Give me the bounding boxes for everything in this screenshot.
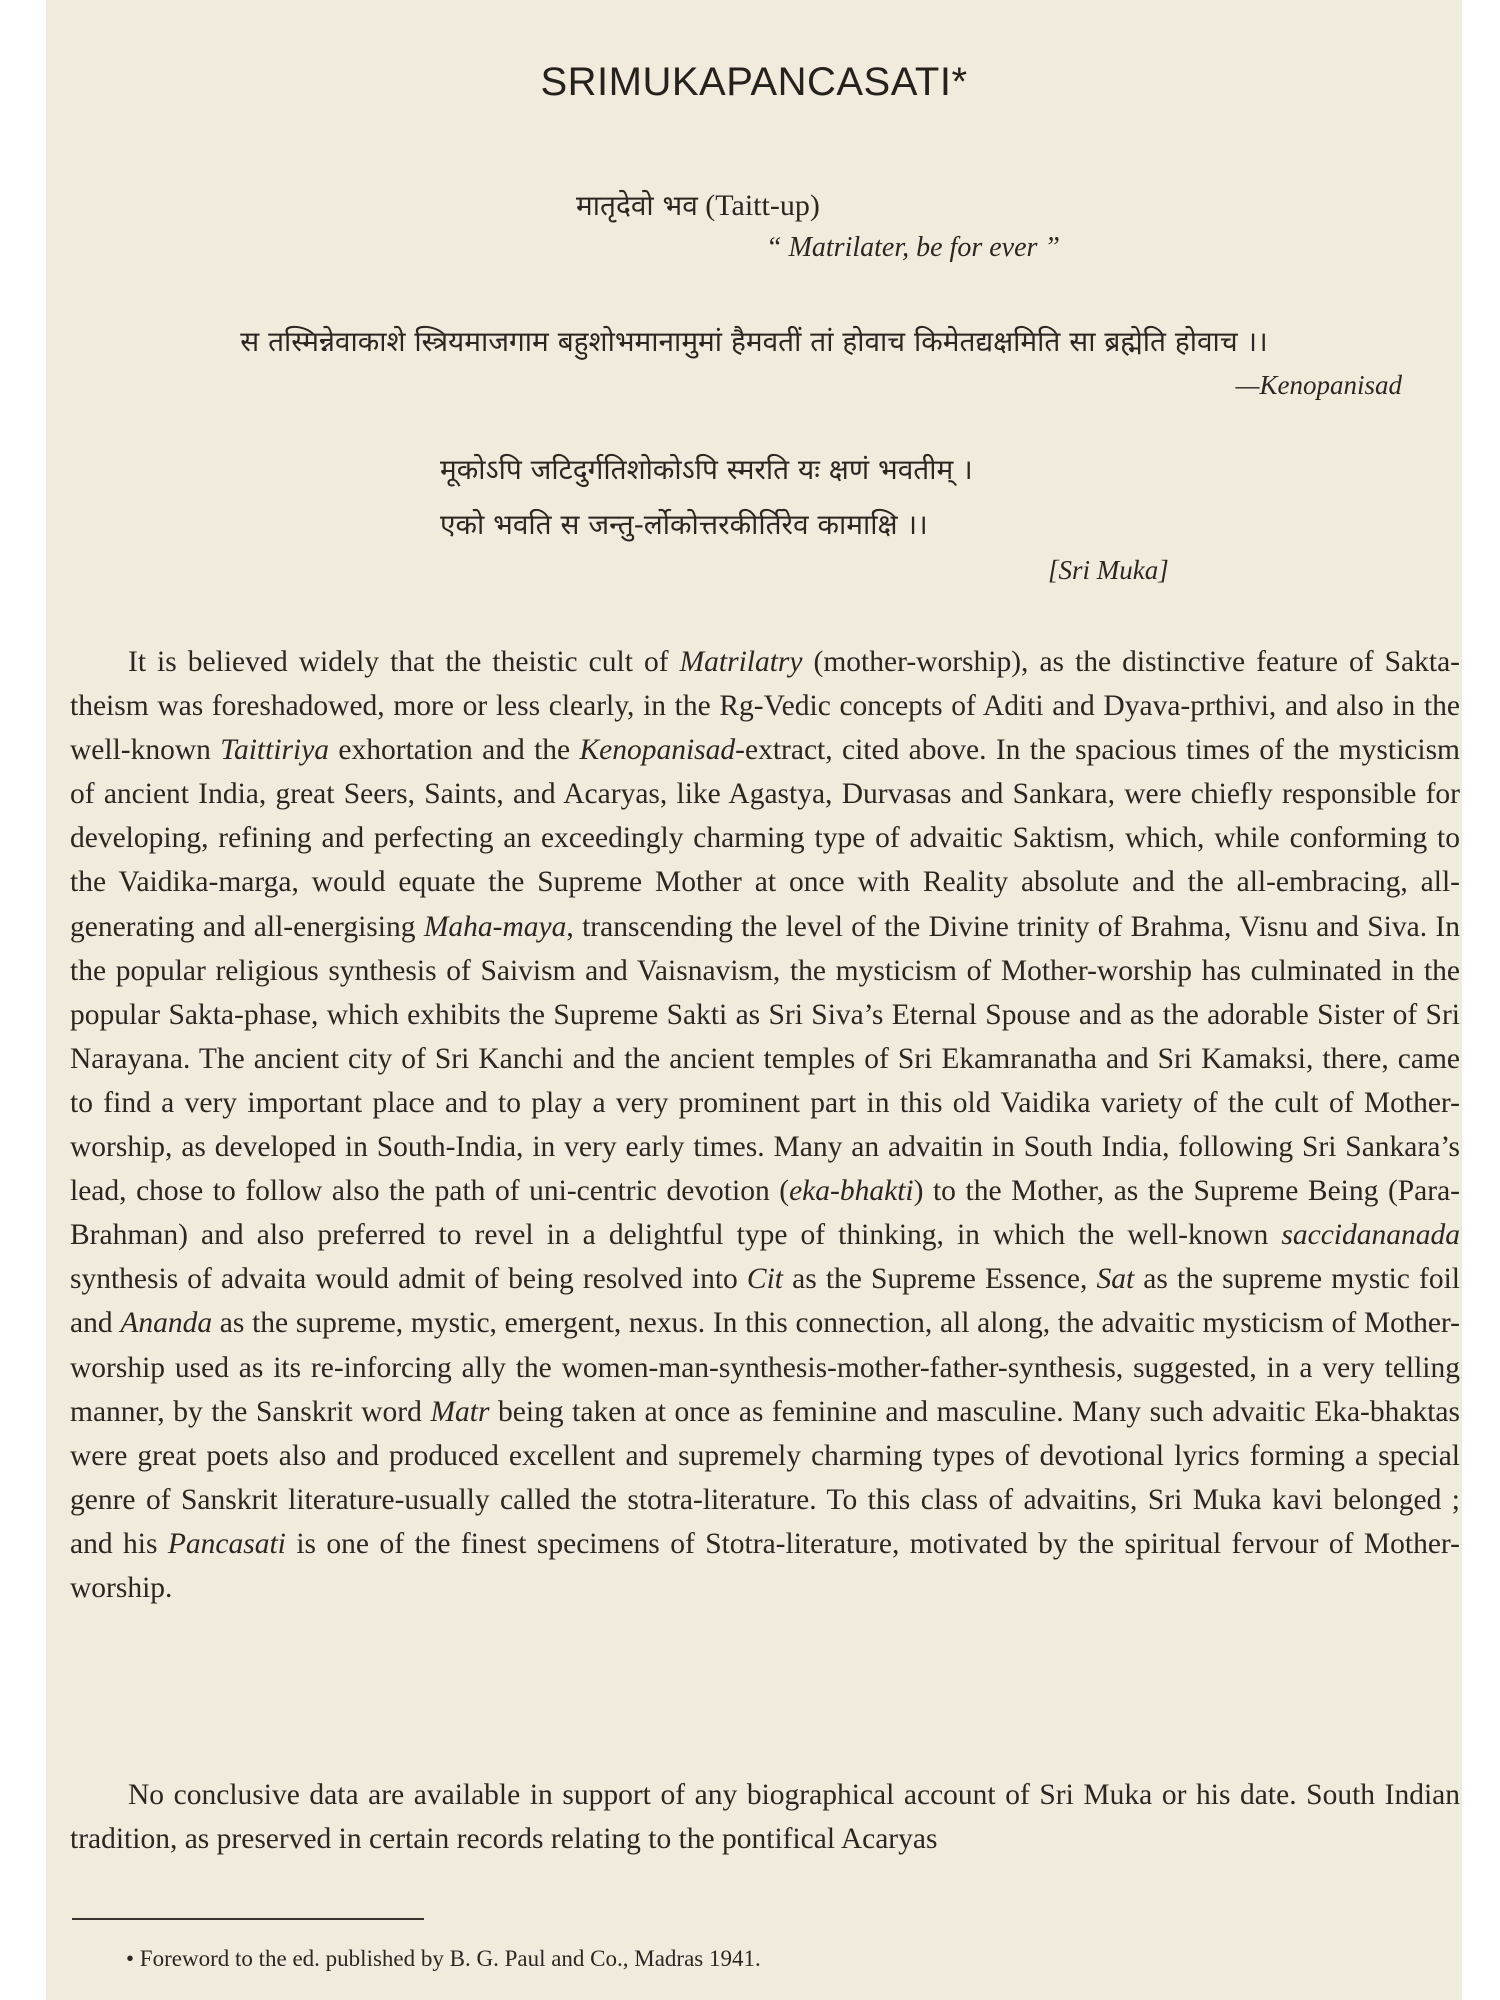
- p1-text: is one of the finest specimens of Stotra-literature, motivated by the spiritual fervour of Mother-worship.: [70, 1527, 1460, 1604]
- p1-text: (mother-worship), as the distinctive feature of Sakta-theism was foreshadowed, more or less clearly, in the Rg-Vedic concepts of Aditi and Dyava-prthivi, and also in the well-known: [70, 646, 1460, 767]
- p1-italic: Maha-maya: [423, 910, 567, 943]
- p1-text: exhortation and the: [329, 734, 580, 767]
- p1-text: -extract, cited above. In the spacious times of the mysticism of ancient India, great Seers, Saints, and Acaryas, like Agastya, Durvasas and Sankara, were chiefly responsible for developing, refining and perfecting an exceedingly charming type of advaitic Saktism, which, while conforming to the Vaidika-marga, would equate the Supreme Mother at once with Reality absolute and the all-embracing, all-generating and all-energising: [70, 734, 1460, 943]
- p1-italic: Kenopanisad: [579, 734, 736, 767]
- paragraph-2: No conclusive data are available in support of any biographical account of Sri Muka or his date. South Indian tradition, as preserved in certain records relating to the pontifical Acaryas: [70, 1779, 1460, 1856]
- p1-italic: Pancasati: [167, 1527, 286, 1560]
- p1-italic: Taittiriya: [220, 734, 330, 767]
- taittiriya-motto: [576, 186, 820, 224]
- p1-italic: Matr: [430, 1395, 490, 1428]
- p1-text: as the supreme mystic foil and: [70, 1263, 1460, 1340]
- p1-text: , transcending the level of the Divine trinity of Brahma, Visnu and Siva. In the popular religious synthesis of Saivism and Vaisnavism, the mysticism of Mother-worship has culminated in the popular Sakta-phase, which exhibits the Supreme Sakti as Sri Siva’s Eternal Spouse and as the adorable Sister of Sri Narayana. The ancient city of Sri Kanchi and the ancient temples of Sri Ekamranatha and Sri Kamaksi, there, came to find a very important place and to play a very prominent part in this old Vaidika variety of the cult of Mother-worship, as developed in South-India, in very early times. Many an advaitin in South India, following Sri Sankara’s lead, chose to follow also the path of uni-centric devotion (: [70, 910, 1460, 1208]
- p1-italic: Ananda: [120, 1307, 213, 1340]
- kena-verse: स तस्मिन्नेवाकाशे स्त्रियमाजगाम बहुशोभमानामुमां हैमवतीं तां होवाच किमेतद्यक्षमिति सा ब्रह्मेति होवाच ।।: [240, 325, 1268, 358]
- motto-sanskrit: मातृदेवो भव: [576, 189, 698, 222]
- footnote-divider: [72, 1918, 424, 1920]
- p1-italic: Cit: [746, 1263, 783, 1296]
- footnote: • Foreword to the ed. published by B. G. Paul and Co., Madras 1941.: [126, 1946, 761, 1971]
- paragraph-1: [70, 640, 1460, 1610]
- motto-source: (Taitt-up): [705, 189, 820, 222]
- p1-italic: Sat: [1096, 1263, 1135, 1296]
- muka-verse-line-1: मूकोऽपि जटिदुर्गतिशोकोऽपि स्मरति यः क्षणं भवतीम् ।: [440, 453, 973, 486]
- muka-verse-line-2: एको भवति स जन्तु-र्लोकोत्तरकीर्तिरेव कामाक्षि ।।: [440, 508, 928, 541]
- muka-verse-source: [Sri Muka]: [1048, 555, 1169, 585]
- p1-text: ) to the Mother, as the Supreme Being (Para-Brahman) and also preferred to revel in a delightful type of thinking, in which the well-known: [70, 1175, 1461, 1252]
- book-page: [46, 0, 1462, 2000]
- p1-text: It is believed widely that the theistic cult of: [128, 646, 680, 678]
- p1-italic: eka-bhakti: [789, 1175, 914, 1208]
- p1-text: being taken at once as feminine and masculine. Many such advaitic Eka-bhaktas were great poets also and produced excellent and supremely charming types of devotional lyrics forming a special genre of Sanskrit literature-usually called the stotra-literature. To this class of advaitins, Sri Muka kavi belonged ; and his: [70, 1395, 1460, 1560]
- p1-text: synthesis of advaita would admit of being resolved into: [70, 1263, 747, 1296]
- kena-source: —Kenopanisad: [1235, 370, 1402, 400]
- motto-translation: “ Matrilater, be for ever ”: [766, 232, 1060, 263]
- p1-italic: Matrilatry: [679, 646, 803, 678]
- p1-text: as the Supreme Essence,: [783, 1263, 1097, 1296]
- p1-italic: saccidananada: [1281, 1219, 1460, 1252]
- p1-text: as the supreme, mystic, emergent, nexus. In this connection, all along, the advaitic mysticism of Mother-worship used as its re-inforcing ally the women-man-synthesis-mother-father-synthesis, suggested, in a very telling manner, by the Sanskrit word: [70, 1307, 1460, 1428]
- page-title: SRIMUKAPANCASATI*: [540, 60, 968, 104]
